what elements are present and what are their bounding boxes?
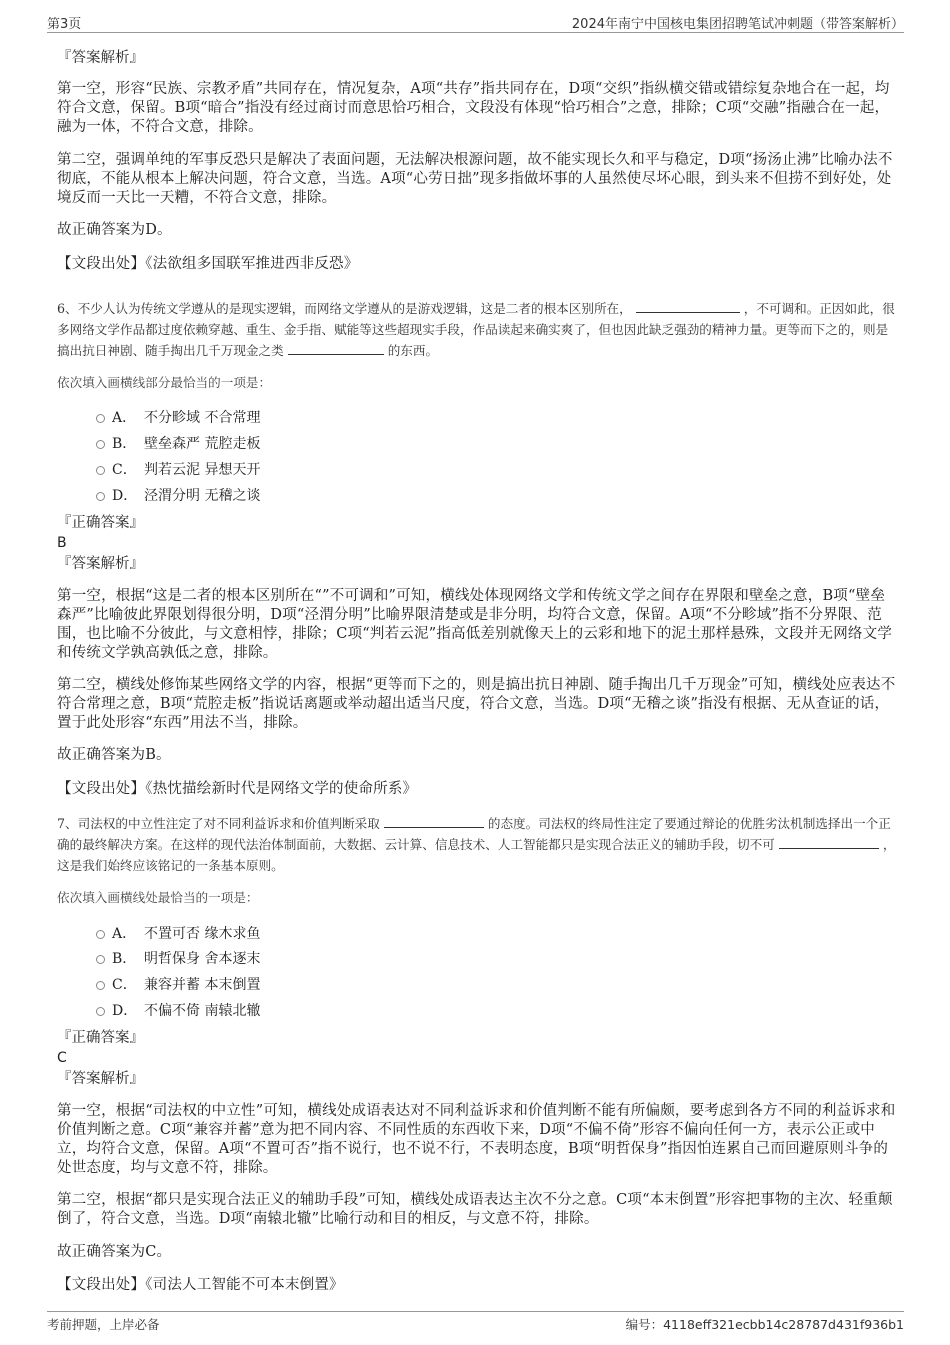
q5-source: 【文段出处】《法欲组多国联军推进西非反恐》: [57, 256, 359, 272]
q6-analysis-para2: 第二空，横线处修饰某些网络文学的内容，根据“更等而下之的，则是搞出抗日神剧、随手掏出几千万现金”可知，横线处应表达不符合常理之意，B项“荒腔走板”指说话离题或举动超出适当尺度，符合文意，当选。D项“无稽之谈”指没有根据、无从查证的话，置于此处形容“东西”用法不当，排除。: [57, 677, 896, 731]
radio-icon[interactable]: [96, 1007, 105, 1016]
q5-analysis-tag: 『答案解析』: [57, 50, 144, 66]
q7-source: 【文段出处】《司法人工智能不可本末倒置》: [57, 1277, 344, 1293]
q6-blank-1: [636, 300, 740, 313]
q6-option-b[interactable]: B． 壁垒森严 荒腔走板: [96, 435, 260, 453]
q6-analysis-para1: 第一空，根据“这是二者的根本区别所在“”不可调和”可知，横线处体现网络文学和传统文学之间存在界限和壁垒之意，B项“壁垒森严”比喻彼此界限划得很分明，D项“泾渭分明”比喻界限清楚或是非分明，均符合文意，保留。A项“不分畛域”指不分界限、范围，也比喻不分彼此，与文意相悖，排除；C项“判若云泥”指高低差别就像天上的云彩和地下的泥土那样悬殊，文段并无网络文学和传统文学孰高孰低之意，排除。: [57, 588, 893, 661]
document-title: 2024年南宁中国核电集团招聘笔试冲刺题（带答案解析）: [571, 17, 904, 32]
q7-option-a[interactable]: A． 不置可否 缘木求鱼: [96, 925, 260, 943]
radio-icon[interactable]: [96, 930, 105, 939]
q6-correct-tag: 『正确答案』: [57, 515, 144, 531]
q5-analysis-para1: 第一空，形容“民族、宗教矛盾”共同存在，情况复杂，A项“共存”指共同存在，D项“交织”指纵横交错或错综复杂地合在一起，均符合文意，保留。B项“暗合”指没有经过商讨而意思恰巧相合，文段没有体现“恰巧相合”之意，排除；C项“交融”指融合在一起，融为一体，不符合文意，排除。: [57, 81, 890, 135]
q6-option-a[interactable]: A． 不分畛域 不合常理: [96, 409, 260, 427]
q6-question-text: 6、不少人认为传统文学遵从的是现实逻辑，而网络文学遵从的是游戏逻辑，这是二者的根本区别所在， ，不可调和。正因如此，很多网络文学作品都过度依赖穿越、重生、金手指、赋能等这些超现实手段，作品读起来确实爽了，但也因此缺乏强劲的精神力量。更等而下之的，则是搞出抗日神剧、随手掏出几千万现金之类 的东西。: [57, 301, 895, 358]
q5-analysis-para2: 第二空，强调单纯的军事反恐只是解决了表面问题，无法解决根源问题，故不能实现长久和平与稳定，D项“扬汤止沸”比喻办法不彻底，不能从根本上解决问题，符合文意，当选。A项“心劳日拙”现多指做坏事的人虽然使尽坏心眼，到头来不但捞不到好处，处境反而一天比一天糟，不符合文意，排除。: [57, 152, 893, 206]
q7-option-d[interactable]: D． 不偏不倚 南辕北辙: [96, 1002, 260, 1020]
q7-correct-answer: C: [57, 1050, 67, 1066]
q7-option-c[interactable]: C． 兼容并蓄 本末倒置: [96, 976, 260, 994]
page-footer: [47, 1311, 904, 1332]
footer-doc-id: 编号：4118eff321ecbb14c28787d431f936b1: [625, 1317, 904, 1332]
q7-question-text: 7、司法权的中立性注定了对不同利益诉求和价值判断采取 的态度。司法权的终局性注定了要通过辩论的优胜劣汰机制选择出一个正确的最终解决方案。在这样的现代法治体制面前，大数据、云计算、信息技术、人工智能都只是实现合法正义的辅助手段，切不可 ，这是我们始终应该铭记的一条基本原则。: [57, 816, 896, 873]
q6-analysis-tag: 『答案解析』: [57, 556, 144, 572]
q6-prompt: 依次填入画横线部分最恰当的一项是：: [57, 375, 272, 390]
q6-conclusion: 故正确答案为B。: [57, 747, 171, 763]
q6-blank-2: [288, 342, 384, 355]
q7-conclusion: 故正确答案为C。: [57, 1244, 172, 1260]
page-header: [47, 12, 904, 33]
radio-icon[interactable]: [96, 492, 105, 501]
radio-icon[interactable]: [96, 955, 105, 964]
q6-source: 【文段出处】《热忱描绘新时代是网络文学的使命所系》: [57, 781, 418, 797]
radio-icon[interactable]: [96, 466, 105, 475]
radio-icon[interactable]: [96, 981, 105, 990]
q7-blank-1: [384, 815, 484, 828]
q7-analysis-para2: 第二空，根据“都只是实现合法正义的辅助手段”可知，横线处成语表达主次不分之意。C项“本末倒置”形容把事物的主次、轻重颠倒了，符合文意，当选。D项“南辕北辙”比喻行动和目的相反，与文意不符，排除。: [57, 1192, 893, 1227]
q6-option-d[interactable]: D． 泾渭分明 无稽之谈: [96, 487, 260, 505]
q7-prompt: 依次填入画横线处最恰当的一项是：: [57, 890, 259, 905]
q7-analysis-para1: 第一空，根据“司法权的中立性”可知，横线处成语表达对不同利益诉求和价值判断不能有所偏颇，要考虑到各方不同的利益诉求和价值判断之意。C项“兼容并蓄”意为把不同内容、不同性质的东西收下来，D项“不偏不倚”形容不偏向任何一方，表示公正或中立，均符合文意，保留。A项“不置可否”指不说行，也不说不行，不表明态度，B项“明哲保身”指因怕连累自己而回避原则斗争的处世态度，均与文意不符，排除。: [57, 1103, 896, 1176]
footer-slogan: 考前押题，上岸必备: [47, 1317, 160, 1332]
q7-blank-2: [779, 836, 879, 849]
q6-correct-answer: B: [57, 535, 67, 551]
q7-analysis-tag: 『答案解析』: [57, 1071, 144, 1087]
q5-conclusion: 故正确答案为D。: [57, 222, 172, 238]
q6-option-c[interactable]: C． 判若云泥 异想天开: [96, 461, 260, 479]
page-number: 第3页: [47, 17, 82, 32]
radio-icon[interactable]: [96, 440, 105, 449]
q7-correct-tag: 『正确答案』: [57, 1030, 144, 1046]
radio-icon[interactable]: [96, 414, 105, 423]
q7-option-b[interactable]: B． 明哲保身 舍本逐末: [96, 950, 260, 968]
